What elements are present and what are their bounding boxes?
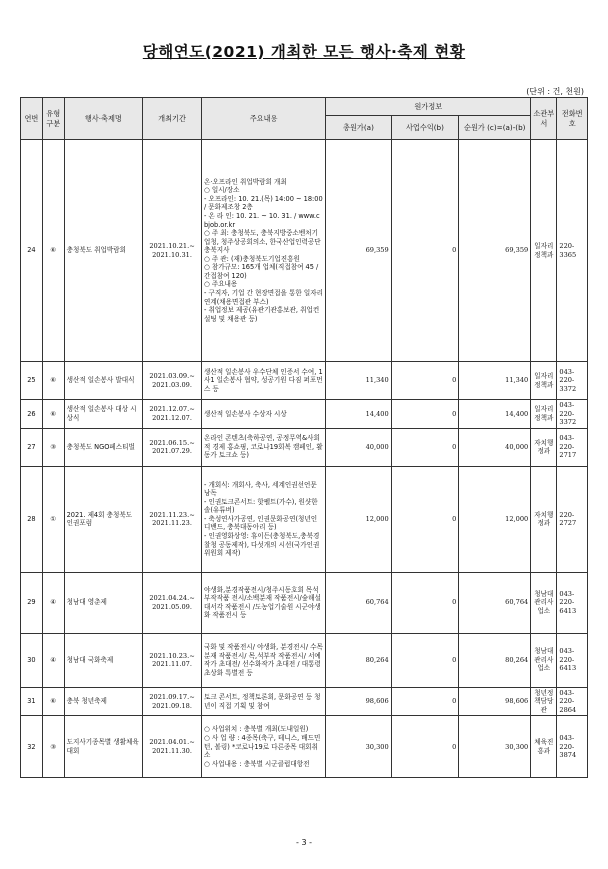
content-line: - 축성연사가공연, 인권문화공연(청년인디밴드, 충북대동아리 등)	[203, 514, 318, 532]
content-line: 국화 및 작품전시/ 야생화, 분경전시/ 수목분재 작품전시/ 목,석부작 작품전시/ 서예작가 초대전/ 선수화작가 초대전 / 대통령초상화 특별전 등	[203, 643, 323, 677]
row-type: ③	[42, 716, 64, 778]
row-type: ③	[42, 428, 64, 466]
row-total-cost: 98,606	[326, 687, 391, 716]
content-line: - 취업정보 제공(유관기관홍보관, 취업컨설팅 및 채용관 등)	[203, 306, 320, 323]
row-content	[201, 140, 325, 362]
row-name: 도지사기종목별 생활체육대회	[64, 716, 143, 778]
period-end: 2021.09.18.	[152, 701, 192, 710]
content-line: - 오프라인: 10. 21.(목) 14:00 ~ 18:00 / 문화제조창 2층	[203, 194, 323, 212]
period-start: 2021.10.21.~	[149, 241, 195, 250]
row-name: 충청북도 취업박람회	[64, 140, 143, 362]
content-line: - 구직자, 기업 간 현장면접을 통한 일자리 연계(채용면접관 부스)	[203, 289, 323, 306]
row-type: ⑥	[42, 362, 64, 400]
row-period	[143, 428, 202, 466]
row-revenue: 0	[391, 466, 459, 572]
row-phone: 220-3365	[557, 140, 588, 362]
row-no: 31	[21, 687, 43, 716]
row-name: 생산적 일손봉사 대상 시상식	[64, 400, 143, 429]
row-content	[201, 633, 325, 687]
row-phone: 043-220-3372	[557, 400, 588, 429]
header-dept: 소관부서	[531, 98, 557, 140]
row-period	[143, 400, 202, 429]
table-row	[21, 466, 588, 572]
row-revenue: 0	[391, 633, 459, 687]
table-row	[21, 633, 588, 687]
row-name: 청남대 국화축제	[64, 633, 143, 687]
content-line: ○ 참가규모: 165개 업체(직접참여 45 / 간접참여 120)	[203, 263, 319, 280]
header-type: 유형구분	[42, 98, 64, 140]
table-row	[21, 400, 588, 429]
row-phone: 043-220-2717	[557, 428, 588, 466]
period-end: 2021.11.30.	[152, 746, 192, 755]
row-revenue: 0	[391, 362, 459, 400]
content-line: 생산적 일손봉사 우수단체 인증서 수여, 1사1 일손봉사 협약, 성공기원 다짐 퍼포먼스 등	[203, 367, 323, 393]
row-name: 충청북도 NGO페스티벌	[64, 428, 143, 466]
header-name: 행사·축제명	[64, 98, 143, 140]
row-phone: 043-220-6413	[557, 633, 588, 687]
row-net-cost: 11,340	[459, 362, 531, 400]
row-net-cost: 98,606	[459, 687, 531, 716]
row-no: 30	[21, 633, 43, 687]
period-end: 2021.12.07.	[152, 413, 192, 422]
events-table	[20, 97, 588, 778]
row-name: 청남대 영춘제	[64, 572, 143, 633]
row-total-cost: 40,000	[326, 428, 391, 466]
row-total-cost: 14,400	[326, 400, 391, 429]
content-line: ○ 사업내용 : 충북별 시군클럽대항전	[203, 759, 310, 768]
content-line: ○ 사 업 량 : 4종목(축구, 테니스, 배드민턴, 볼링) *코로나19로 다른종목 대회취소	[203, 734, 321, 760]
row-dept: 일자리정책과	[531, 140, 557, 362]
row-no: 26	[21, 400, 43, 429]
period-start: 2021.04.01.~	[149, 738, 195, 747]
page-number: - 3 -	[296, 838, 312, 847]
period-end: 2021.05.09.	[152, 602, 192, 611]
content-line: - 인권영화상영: 휴이든(충청북도,충북경찰청 공동제작), 다섯개의 시선(국가인권위원회 제작)	[203, 532, 320, 558]
page-title: 당해연도(2021) 개최한 모든 행사·축제 현황	[142, 43, 466, 61]
row-total-cost: 69,359	[326, 140, 391, 362]
row-content	[201, 400, 325, 429]
content-line: ○ 주 관: (재)충청북도기업진흥원	[203, 254, 300, 263]
row-no: 32	[21, 716, 43, 778]
row-period	[143, 716, 202, 778]
table-row	[21, 362, 588, 400]
header-phone: 전화번호	[557, 98, 588, 140]
row-type: ⑥	[42, 687, 64, 716]
content-line: 온·오프라인 취업박람회 개최	[203, 177, 287, 186]
content-line: ○ 주요내용	[203, 280, 238, 289]
content-line: - 개회식: 개회사, 축사, 세계인권선언문 낭독	[203, 480, 317, 498]
row-no: 27	[21, 428, 43, 466]
row-revenue: 0	[391, 140, 459, 362]
row-total-cost: 11,340	[326, 362, 391, 400]
content-line: - 온 라 인: 10. 21. ~ 10. 31. / www.cbjob.or.kr	[203, 211, 320, 229]
table-row	[21, 716, 588, 778]
row-revenue: 0	[391, 428, 459, 466]
table-row	[21, 572, 588, 633]
row-dept: 체육진흥과	[531, 716, 557, 778]
row-content	[201, 687, 325, 716]
row-name: 생산적 일손봉사 발대식	[64, 362, 143, 400]
row-dept: 일자리정책과	[531, 400, 557, 429]
row-no: 24	[21, 140, 43, 362]
row-phone: 043-220-3874	[557, 716, 588, 778]
header-content: 주요내용	[201, 98, 325, 140]
row-dept: 청남대관리사업소	[531, 572, 557, 633]
header-revenue: 사업수익(b)	[391, 116, 459, 140]
content-line: ○ 사업위치 : 충북별 개최(도내일원)	[203, 725, 309, 734]
content-line: 온라인 콘텐츠(축하공연, 공정무역&사회적 경제 홍쇼핑, 코로나19회복 캠페인, 활동가 토크쇼 등)	[203, 434, 323, 460]
period-end: 2021.03.09.	[152, 380, 192, 389]
row-period	[143, 140, 202, 362]
period-start: 2021.09.17.~	[149, 692, 195, 701]
table-row	[21, 428, 588, 466]
row-content	[201, 572, 325, 633]
period-start: 2021.12.07.~	[149, 405, 195, 414]
content-line: 토크 콘서트, 정책토론회, 문화공연 등 청년이 직접 기획 및 참여	[203, 692, 321, 710]
period-start: 2021.10.23.~	[149, 651, 195, 660]
row-period	[143, 572, 202, 633]
row-revenue: 0	[391, 572, 459, 633]
period-start: 2021.06.15.~	[149, 438, 195, 447]
row-period	[143, 466, 202, 572]
row-revenue: 0	[391, 400, 459, 429]
row-net-cost: 60,764	[459, 572, 531, 633]
row-type: ④	[42, 633, 64, 687]
row-type: ④	[42, 572, 64, 633]
row-net-cost: 69,359	[459, 140, 531, 362]
row-name: 2021. 제4회 충청북도 인권포럼	[64, 466, 143, 572]
row-net-cost: 12,000	[459, 466, 531, 572]
header-no: 연번	[21, 98, 43, 140]
row-revenue: 0	[391, 687, 459, 716]
row-dept: 청남대관리사업소	[531, 633, 557, 687]
table-row	[21, 140, 588, 362]
row-content	[201, 466, 325, 572]
row-dept: 일자리정책과	[531, 362, 557, 400]
row-no: 28	[21, 466, 43, 572]
row-phone: 220-2727	[557, 466, 588, 572]
row-net-cost: 40,000	[459, 428, 531, 466]
row-name: 충북 청년축제	[64, 687, 143, 716]
row-phone: 043-220-2864	[557, 687, 588, 716]
row-dept: 자치행정과	[531, 428, 557, 466]
period-end: 2021.07.29.	[152, 447, 192, 456]
header-period: 개최기간	[143, 98, 202, 140]
header-net-cost: 순원가 (c)=(a)-(b)	[459, 116, 531, 140]
row-no: 25	[21, 362, 43, 400]
row-phone: 043-220-6413	[557, 572, 588, 633]
content-line: - 인권토크콘서트: 핫펠트(가수), 원샷한솔(유튜버)	[203, 497, 318, 515]
row-net-cost: 80,264	[459, 633, 531, 687]
content-line: ○ 주 최: 충청북도, 충북지방중소벤처기업청, 청주상공회의소, 한국산업인력공단 충북지사	[203, 229, 321, 255]
row-total-cost: 12,000	[326, 466, 391, 572]
period-start: 2021.04.24.~	[149, 594, 195, 603]
row-type: ①	[42, 466, 64, 572]
row-content	[201, 428, 325, 466]
row-net-cost: 14,400	[459, 400, 531, 429]
row-type: ⑥	[42, 140, 64, 362]
unit-label: (단위 : 건, 천원)	[526, 87, 584, 96]
row-content	[201, 362, 325, 400]
row-total-cost: 60,764	[326, 572, 391, 633]
row-no: 29	[21, 572, 43, 633]
period-end: 2021.11.07.	[152, 660, 192, 669]
row-total-cost: 80,264	[326, 633, 391, 687]
row-dept: 자치행정과	[531, 466, 557, 572]
row-total-cost: 30,300	[326, 716, 391, 778]
period-end: 2021.11.23.	[152, 519, 192, 528]
header-total-cost: 총원가(a)	[326, 116, 391, 140]
period-end: 2021.10.31.	[152, 250, 192, 259]
row-period	[143, 362, 202, 400]
row-period	[143, 633, 202, 687]
row-period	[143, 687, 202, 716]
row-phone: 043-220-3372	[557, 362, 588, 400]
table-row	[21, 687, 588, 716]
content-line: 야생화,분경작품전시/청주시동호회 목석부작작품 전시/소백분재 작품전시/숲해설대서각 작품전시 /도농업기술원 시군야생화 작품전시 등	[203, 585, 321, 620]
period-start: 2021.11.23.~	[149, 510, 195, 519]
row-dept: 청년정책담당관	[531, 687, 557, 716]
row-revenue: 0	[391, 716, 459, 778]
row-net-cost: 30,300	[459, 716, 531, 778]
period-start: 2021.03.09.~	[149, 371, 195, 380]
row-type: ⑥	[42, 400, 64, 429]
row-content	[201, 716, 325, 778]
header-cost-group: 원가정보	[326, 98, 531, 116]
content-line: 생산적 일손봉사 수상자 시상	[203, 409, 287, 418]
content-line: ○ 일시/장소	[203, 186, 240, 195]
